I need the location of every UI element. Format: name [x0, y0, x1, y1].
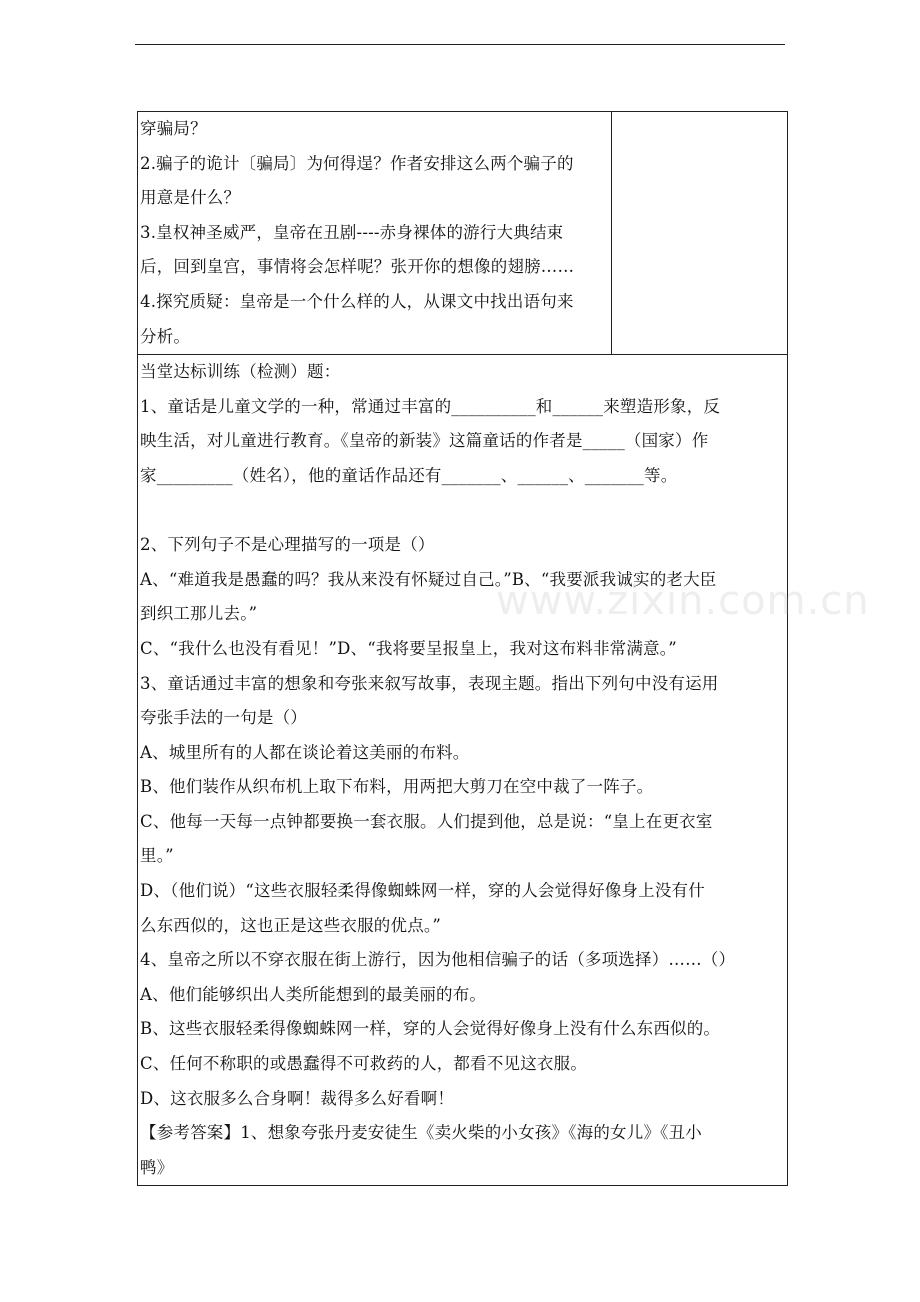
question-3-line: 3、童话通过丰富的想象和夸张来叙写故事，表现主题。指出下列句中没有运用 [140, 673, 719, 693]
question-4-line: C、任何不称职的或愚蠢得不可救药的人，都看不见这衣服。 [140, 1054, 588, 1074]
blank-gap [140, 494, 787, 529]
exercise-cell [138, 355, 788, 1186]
question-2-line: C、“我什么也没有看见！”D、“我将要呈报皇上，我对这布料非常满意。” [140, 638, 677, 658]
text-line: 2.骗子的诡计〔骗局〕为何得逞？作者安排这么两个骗子的 [140, 153, 574, 173]
question-4-line: A、他们能够织出人类所能想到的最美丽的布。 [140, 984, 487, 1004]
question-4-line: 4、皇帝之所以不穿衣服在街上游行，因为他相信骗子的话（多项选择）……（） [140, 950, 736, 970]
question-3-line: 里。” [140, 846, 174, 866]
answer-line: 【参考答案】1、想象夸张丹麦安徒生《卖火柴的小女孩》《海的女儿》《丑小 [140, 1123, 702, 1143]
question-3-line: A、城里所有的人都在谈论着这美丽的布料。 [140, 742, 470, 762]
header-rule [135, 44, 785, 45]
question-3-line: 么东西似的，这也正是这些衣服的优点。” [140, 915, 441, 935]
answer-line: 鸭》 [140, 1157, 174, 1177]
question-1-line: 映生活，对儿童进行教育。《皇帝的新装》这篇童话的作者是_____（国家）作 [140, 431, 709, 451]
question-2-line: A、“难道我是愚蠢的吗？我从来没有怀疑过自己。”B、“我要派我诚实的老大臣 [140, 569, 717, 589]
text-line: 后，回到皇宫，事情将会怎样呢？张开你的想像的翅膀…… [140, 257, 575, 277]
exercise-row [138, 355, 788, 1186]
text-line: 3.皇权神圣威严，皇帝在丑剧----赤身裸体的游行大典结束 [140, 222, 564, 242]
question-3-line: D、（他们说）“这些衣服轻柔得像蜘蛛网一样，穿的人会觉得好像身上没有什 [140, 881, 705, 901]
question-2-line: 2、下列句子不是心理描写的一项是（） [140, 535, 435, 555]
notes-cell [612, 112, 788, 355]
watermark: www.zixin.com.cn [496, 578, 870, 624]
question-3-line: 夸张手法的一句是（） [140, 708, 307, 728]
question-3-line: C、他每一天每一点钟都要换一套衣服。人们提到他，总是说：“皇上在更衣室 [140, 811, 713, 831]
worksheet-table [137, 111, 788, 1186]
question-1-line: 1、童话是儿童文学的一种，常通过丰富的__________和______来塑造形象，反 [140, 396, 721, 416]
text-line: 分析。 [140, 326, 191, 346]
top-row [138, 112, 788, 355]
question-3-line: B、他们装作从织布机上取下布料，用两把大剪刀在空中裁了一阵子。 [140, 777, 654, 797]
text-line: 穿骗局？ [140, 119, 207, 138]
top-questions-cell [138, 112, 612, 355]
question-1-line: 家_________（姓名），他的童话作品还有_______、______、_______等。 [140, 465, 678, 485]
text-line: 4.探究质疑：皇帝是一个什么样的人，从课文中找出语句来 [140, 291, 574, 311]
question-4-line: B、这些衣服轻柔得像蜘蛛网一样，穿的人会觉得好像身上没有什么东西似的。 [140, 1019, 721, 1039]
question-2-line: 到织工那儿去。” [140, 604, 258, 624]
question-4-line: D、这衣服多么合身啊！裁得多么好看啊！ [140, 1088, 455, 1108]
text-line: 用意是什么？ [140, 188, 241, 208]
exercise-heading: 当堂达标训练（检测）题： [140, 362, 341, 382]
